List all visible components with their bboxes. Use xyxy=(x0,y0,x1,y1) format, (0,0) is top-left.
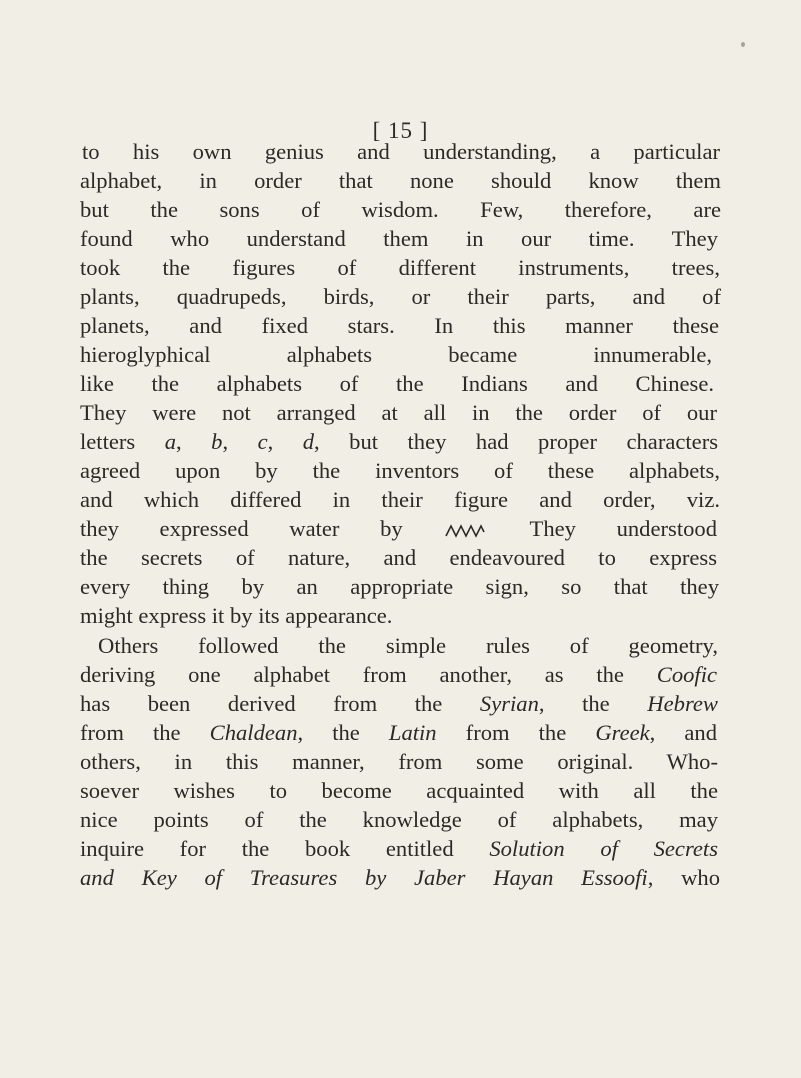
text-line xyxy=(80,253,720,283)
text-run: has been derived from the xyxy=(80,691,480,716)
text-line xyxy=(80,660,717,690)
text-run: They understood xyxy=(489,516,717,541)
italic-text: Hebrew xyxy=(647,691,718,716)
text-line xyxy=(80,427,718,457)
text-line xyxy=(80,805,718,835)
text-line xyxy=(80,166,721,196)
text-run: , the xyxy=(297,720,389,745)
text-line xyxy=(82,137,720,167)
italic-text: Chaldean xyxy=(209,720,298,745)
text-line xyxy=(80,340,712,370)
text-line xyxy=(80,863,720,893)
text-run: planets, and fixed stars. In this manner these xyxy=(80,313,719,338)
text-line xyxy=(80,834,718,864)
text-run: from the xyxy=(436,720,596,745)
text-run: hieroglyphical alphabets became innumerable, xyxy=(80,342,712,367)
text-run: Others followed the simple rules of geometry, xyxy=(98,633,718,658)
italic-text: c xyxy=(257,429,268,454)
text-run: like the alphabets of the Indians and Chinese. xyxy=(80,371,714,396)
text-run: alphabet, in order that none should know them xyxy=(80,168,721,193)
text-line xyxy=(98,631,718,661)
text-run: might express it by its appearance. xyxy=(80,603,393,628)
water-zigzag-icon xyxy=(445,524,485,538)
text-line xyxy=(80,224,718,254)
text-line xyxy=(80,485,720,515)
text-run: , xyxy=(267,429,303,454)
text-run: , xyxy=(222,429,258,454)
italic-text: Greek xyxy=(595,720,650,745)
text-run: to his own genius and understanding, a particular xyxy=(82,139,720,164)
text-run: and which differed in their figure and order, viz. xyxy=(80,487,720,512)
text-run: but the sons of wisdom. Few, therefore, are xyxy=(80,197,721,222)
italic-text: Coofic xyxy=(656,662,717,687)
text-run: they expressed water by xyxy=(80,516,444,541)
text-line xyxy=(80,718,717,748)
text-line xyxy=(80,456,720,486)
text-line xyxy=(80,601,392,631)
text-run: inquire for the book entitled xyxy=(80,836,490,861)
text-run: plants, quadrupeds, birds, or their parts, and of xyxy=(80,284,721,309)
text-run: from the xyxy=(80,720,210,745)
text-run: every thing by an appropriate sign, so that they xyxy=(80,574,719,599)
text-line xyxy=(80,282,721,312)
italic-text: a xyxy=(164,429,176,454)
text-run: soever wishes to become acquainted with all the xyxy=(80,778,718,803)
text-line xyxy=(80,572,719,602)
text-run: others, in this manner, from some original. Who- xyxy=(80,749,718,774)
text-run: found who understand them in our time. They xyxy=(80,226,718,251)
text-line xyxy=(80,369,714,399)
text-run: took the figures of different instruments, trees, xyxy=(80,255,720,280)
text-run: nice points of the knowledge of alphabets, may xyxy=(80,807,718,832)
italic-text: Solution of Secrets xyxy=(489,836,718,861)
italic-text: b xyxy=(211,429,223,454)
text-line xyxy=(80,689,718,719)
text-line xyxy=(80,311,719,341)
paper-speck xyxy=(741,42,745,47)
text-run: deriving one alphabet from another, as the xyxy=(80,662,657,687)
text-run: , the xyxy=(538,691,648,716)
text-run: , and xyxy=(649,720,717,745)
text-line xyxy=(80,398,717,428)
text-run: agreed upon by the inventors of these alphabets, xyxy=(80,458,720,483)
text-run: the secrets of nature, and endeavoured to express xyxy=(80,545,717,570)
italic-text: and Key of Treasures by Jaber Hayan Essoofi xyxy=(80,865,648,890)
text-line xyxy=(80,195,721,225)
italic-text: Syrian xyxy=(479,691,539,716)
italic-text: Latin xyxy=(388,720,437,745)
text-run: They were not arranged at all in the order of our xyxy=(80,400,717,425)
text-line xyxy=(80,543,717,573)
page-number: [ 15 ] xyxy=(372,118,429,143)
text-line xyxy=(80,747,718,777)
text-run: , who xyxy=(647,865,720,890)
italic-text: d xyxy=(302,429,315,454)
text-run: , but they had proper characters xyxy=(314,429,719,454)
text-line xyxy=(80,776,718,806)
text-run: , xyxy=(176,429,212,454)
text-line xyxy=(80,514,717,544)
text-run: letters xyxy=(80,429,165,454)
